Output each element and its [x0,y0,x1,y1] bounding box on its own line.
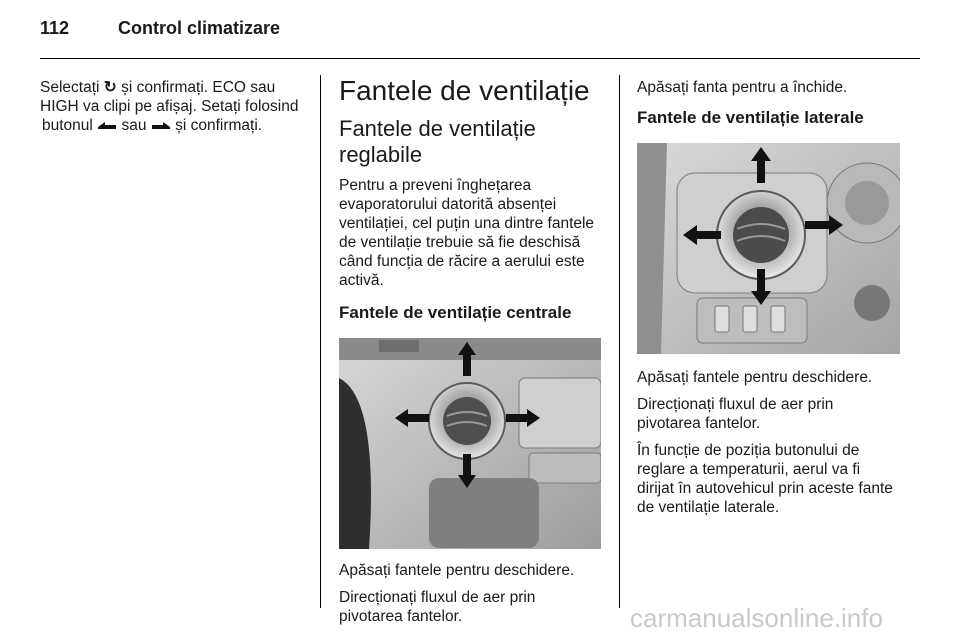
warning-line: când funcția de răcire a aerului este [339,253,585,270]
return-arrow-icon: ↻ [103,79,117,96]
press-to-close-text: Apăsați fanta pentru a închide. [637,79,848,96]
instruction-confirm: și confirmați. ECO sau [121,79,276,96]
side-press-to-open-text: Apăsați fantele pentru deschidere. [637,369,873,386]
warning-line: de ventilație trebuie să fie deschisă [339,234,581,251]
page-title: Control climatizare [118,18,281,38]
press-to-open-text: Apăsați fantele pentru deschidere. [339,562,575,579]
temperature-paragraph [637,441,902,517]
column-3 [637,78,902,525]
left-arrow-icon [97,120,117,130]
direct-airflow-line: Direcționați fluxul de aer prin [339,589,536,606]
temperature-line: În funcție de poziția butonului de [637,442,860,459]
warning-line: activă. [339,272,384,289]
warning-paragraph [339,176,609,290]
side-direct-airflow-line: Direcționați fluxul de aer prin [637,396,834,413]
temperature-line: de ventilație laterale. [637,499,780,516]
warning-line: ventilației, cel puțin una dintre fantele [339,215,595,232]
instruction-text [40,78,310,135]
temperature-line: dirijat în autovehicul prin aceste fante [637,480,893,497]
instruction-end: și confirmați. [175,117,263,134]
instruction-button: butonul [42,117,93,134]
side-direct-airflow-text [637,395,902,433]
instruction-or: sau [121,117,147,134]
direct-airflow-line: pivotarea fantelor. [339,608,463,625]
watermark: carmanualsonline.info [630,603,883,633]
subsection-heading-line2: reglabile [339,142,423,167]
column-1 [40,78,310,135]
direct-airflow-text [339,588,609,626]
page-number: 112 [40,18,70,38]
side-vents-heading: Fantele de ventilație laterale [637,108,864,127]
section-heading: Fantele de ventilație [339,75,590,106]
subsection-heading [339,116,609,168]
warning-line: evaporatorului datorită absenței [339,196,557,213]
right-arrow-icon [151,120,171,130]
side-direct-airflow-line: pivotarea fantelor. [637,415,761,432]
subsection-heading-line1: Fantele de ventilație [339,116,536,141]
warning-line: Pentru a preveni înghețarea [339,177,532,194]
instruction-eco-high: HIGH va clipi pe afișaj. Setați folosind [40,98,299,115]
header-rule [40,58,920,59]
column-2 [339,76,609,634]
column-divider-1 [320,75,321,608]
side-vent-photo [637,143,900,354]
central-vent-photo [339,338,601,549]
instruction-select: Selectați [40,79,100,96]
central-vents-heading: Fantele de ventilație centrale [339,303,572,322]
temperature-line: reglare a temperaturii, aerul va fi [637,461,861,478]
column-divider-2 [619,75,620,608]
